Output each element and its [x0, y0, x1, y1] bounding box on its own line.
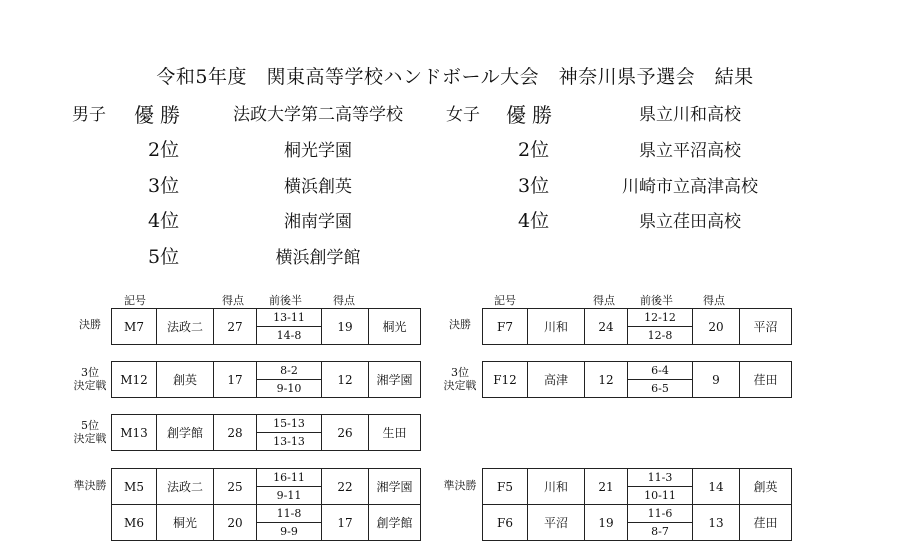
girls-round-3rd: 3位 決定戦	[443, 366, 477, 392]
boys-round-final: 決勝	[79, 318, 101, 331]
score-1: 19	[585, 505, 628, 541]
score-1: 27	[214, 309, 257, 345]
match-code: F12	[483, 362, 528, 398]
girls-header-points-1: 得点	[593, 294, 615, 307]
girls-winner-label: 優勝	[506, 103, 558, 127]
team-2: 平沼	[740, 309, 792, 345]
second-half: 12-8	[628, 327, 693, 345]
team-1: 高津	[528, 362, 585, 398]
boys-school-2: 桐光学園	[284, 141, 352, 161]
score-2: 26	[322, 415, 369, 451]
score-2: 13	[693, 505, 740, 541]
team-1: 創英	[157, 362, 214, 398]
page-title: 令和5年度 関東高等学校ハンドボール大会 神奈川県予選会 結果	[156, 66, 754, 88]
first-half: 11-6	[628, 505, 693, 523]
score-1: 24	[585, 309, 628, 345]
team-2: 桐光	[369, 309, 421, 345]
boys-school-4: 湘南学園	[284, 212, 352, 232]
girls-header-points-2: 得点	[703, 294, 725, 307]
girls-header-halves: 前後半	[640, 294, 673, 307]
second-half: 8-7	[628, 523, 693, 541]
team-2: 生田	[369, 415, 421, 451]
second-half: 14-8	[257, 327, 322, 345]
score-2: 9	[693, 362, 740, 398]
score-1: 25	[214, 469, 257, 505]
second-half: 9-10	[257, 380, 322, 398]
match-table-M13	[111, 414, 421, 451]
girls-place-3: 3位	[518, 175, 550, 197]
first-half: 11-8	[257, 505, 322, 523]
boys-winner-school: 法政大学第二高等学校	[233, 105, 403, 125]
score-1: 12	[585, 362, 628, 398]
second-half: 10-11	[628, 487, 693, 505]
match-code: M7	[112, 309, 157, 345]
second-half: 9-9	[257, 523, 322, 541]
boys-header-points-1: 得点	[222, 294, 244, 307]
first-half: 11-3	[628, 469, 693, 487]
team-1: 桐光	[157, 505, 214, 541]
boys-round-5th: 5位 決定戦	[73, 419, 107, 445]
match-code: M13	[112, 415, 157, 451]
score-1: 21	[585, 469, 628, 505]
girls-school-3: 川崎市立高津高校	[622, 177, 758, 197]
team-1: 平沼	[528, 505, 585, 541]
first-half: 16-11	[257, 469, 322, 487]
match-table-M7	[111, 308, 421, 345]
girls-place-2: 2位	[518, 139, 550, 161]
team-2: 湘学園	[369, 362, 421, 398]
girls-label: 女子	[446, 105, 480, 125]
match-code: F7	[483, 309, 528, 345]
boys-place-2: 2位	[148, 139, 180, 161]
team-2: 創学館	[369, 505, 421, 541]
boys-school-3: 横浜創英	[284, 177, 352, 197]
boys-place-4: 4位	[148, 210, 180, 232]
score-1: 20	[214, 505, 257, 541]
team-1: 創学館	[157, 415, 214, 451]
first-half: 6-4	[628, 362, 693, 380]
girls-school-4: 県立荏田高校	[639, 212, 741, 232]
girls-winner-school: 県立川和高校	[639, 105, 741, 125]
team-1: 法政二	[157, 309, 214, 345]
girls-header-code: 記号	[494, 294, 516, 307]
boys-winner-label: 優勝	[134, 103, 186, 127]
second-half: 9-11	[257, 487, 322, 505]
match-code: M12	[112, 362, 157, 398]
score-2: 14	[693, 469, 740, 505]
score-2: 12	[322, 362, 369, 398]
match-table-semis-boys	[111, 468, 421, 541]
girls-school-2: 県立平沼高校	[639, 141, 741, 161]
team-2: 荏田	[740, 505, 792, 541]
girls-round-semi: 準決勝	[443, 479, 477, 492]
first-half: 8-2	[257, 362, 322, 380]
match-code: M6	[112, 505, 157, 541]
match-table-semis-girls	[482, 468, 792, 541]
boys-round-semi: 準決勝	[73, 479, 107, 492]
match-code: F6	[483, 505, 528, 541]
team-1: 法政二	[157, 469, 214, 505]
team-2: 創英	[740, 469, 792, 505]
match-table-F12	[482, 361, 792, 398]
match-table-M12	[111, 361, 421, 398]
boys-place-5: 5位	[148, 246, 180, 268]
second-half: 6-5	[628, 380, 693, 398]
boys-label: 男子	[72, 105, 106, 125]
girls-place-4: 4位	[518, 210, 550, 232]
first-half: 12-12	[628, 309, 693, 327]
score-2: 22	[322, 469, 369, 505]
score-1: 17	[214, 362, 257, 398]
team-2: 湘学園	[369, 469, 421, 505]
score-1: 28	[214, 415, 257, 451]
boys-header-points-2: 得点	[333, 294, 355, 307]
match-code: F5	[483, 469, 528, 505]
boys-place-3: 3位	[148, 175, 180, 197]
second-half: 13-13	[257, 433, 322, 451]
boys-header-halves: 前後半	[269, 294, 302, 307]
boys-round-3rd: 3位 決定戦	[73, 366, 107, 392]
team-1: 川和	[528, 469, 585, 505]
team-2: 荏田	[740, 362, 792, 398]
score-2: 20	[693, 309, 740, 345]
first-half: 15-13	[257, 415, 322, 433]
first-half: 13-11	[257, 309, 322, 327]
match-code: M5	[112, 469, 157, 505]
boys-school-5: 横浜創学館	[275, 248, 361, 268]
boys-header-code: 記号	[124, 294, 146, 307]
score-2: 19	[322, 309, 369, 345]
match-table-F7	[482, 308, 792, 345]
team-1: 川和	[528, 309, 585, 345]
girls-round-final: 決勝	[449, 318, 471, 331]
score-2: 17	[322, 505, 369, 541]
